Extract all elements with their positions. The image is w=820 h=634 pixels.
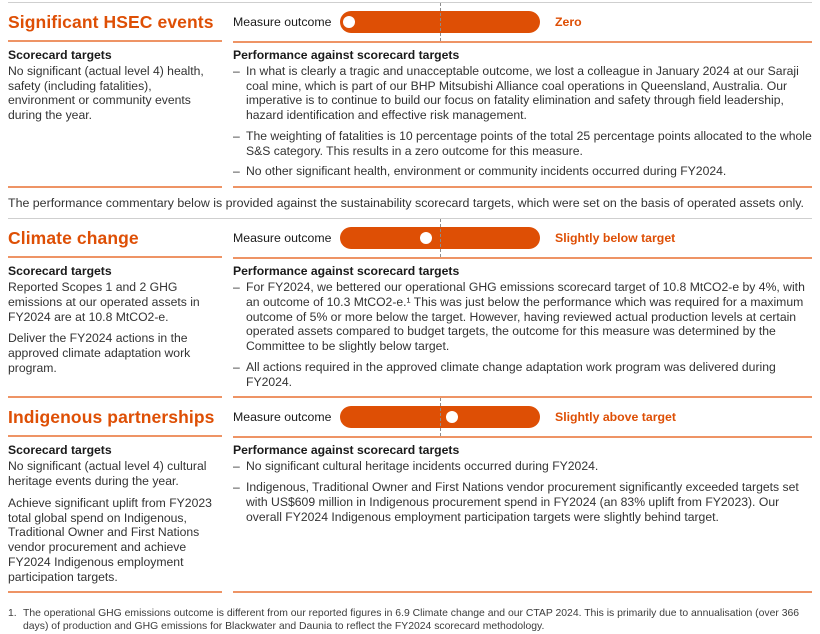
section-climate-change xyxy=(8,219,812,398)
bullet-text: The weighting of fatalities is 10 percentage points of the total 25 percentage points allocated to the whole S&S category. This results in a zero outcome for this measure. xyxy=(246,128,812,158)
scorecard-targets-header: Scorecard targets xyxy=(8,443,112,458)
bullet-text: No significant cultural heritage incidents occurred during FY2024. xyxy=(246,459,599,474)
dash-bullet: – xyxy=(233,459,240,474)
section-title: Indigenous partnerships xyxy=(8,406,215,427)
scorecard-targets-header: Scorecard targets xyxy=(8,264,112,279)
slider-target-marker xyxy=(440,219,441,257)
scorecard-targets-cell xyxy=(8,264,222,398)
scorecard-paragraph: Reported Scopes 1 and 2 GHG emissions at our operated assets in FY2024 are at 10.8 MtCO2-e. xyxy=(8,279,200,324)
dash-bullet: – xyxy=(233,128,240,143)
measure-cell xyxy=(233,405,812,438)
measure-outcome-slider xyxy=(340,11,540,33)
measure-outcome-slider xyxy=(340,406,540,428)
footnote-text: The operational GHG emissions outcome is different from our reported figures in 6.9 Climate change and our CTAP 2024. This is primarily due to annualisation (over 366 days) of production and GHG emissions for Blackwater and Daunia to reflect the FY2024 scorecard methodology. xyxy=(23,608,800,633)
section-title-cell xyxy=(8,228,222,258)
bullet-text: For FY2024, we bettered our operational GHG emissions scorecard target of 10.8 MtCO2-e by 4%, with an outcome of 10.3 MtCO2-e.¹ This was just below the performance which was required for a maximum outcome of 5% or more below the target. However, having reviewed actual production levels at certain operated assets compared to budget targets, the outcome for this measure was determined by the Committee to be slightly below target. xyxy=(246,279,805,354)
outcome-label: Zero xyxy=(555,15,582,29)
measure-outcome-slider xyxy=(340,227,540,249)
scorecard-paragraph: No significant (actual level 4) cultural heritage events during the year. xyxy=(8,459,207,488)
performance-bullet xyxy=(233,129,812,159)
commentary-note: The performance commentary below is provided against the sustainability scorecard targets, which were set on the basis of operated assets only. xyxy=(8,188,812,219)
slider-thumb xyxy=(420,232,432,244)
performance-bullet xyxy=(233,280,812,354)
footnote-number: 1. xyxy=(8,608,17,620)
performance-bullet xyxy=(233,164,812,179)
slider-thumb xyxy=(343,16,355,28)
outcome-label: Slightly below target xyxy=(555,231,676,246)
bullet-text: Indigenous, Traditional Owner and First Nations vendor procurement significantly exceeded targets set with US$609 million in Indigenous procurement spend in FY2024 (an 83% uplift from FY2023). Our overall FY2024 Indigenous employment participation targets were slightly behind target. xyxy=(246,479,799,524)
performance-header: Performance against scorecard targets xyxy=(233,264,460,279)
measure-outcome-label: Measure outcome xyxy=(233,231,332,246)
measure-outcome-label: Measure outcome xyxy=(233,15,332,29)
scorecard-paragraph: No significant (actual level 4) health, safety (including fatalities), environment or community events during the year. xyxy=(8,63,204,123)
footnote xyxy=(8,608,812,634)
measure-cell xyxy=(233,226,812,259)
dash-bullet: – xyxy=(233,279,240,294)
scorecard-targets-cell xyxy=(8,48,222,188)
dash-bullet: – xyxy=(233,359,240,374)
slider-target-marker xyxy=(440,398,441,436)
performance-bullet xyxy=(233,64,812,123)
dash-bullet: – xyxy=(233,479,240,494)
performance-header: Performance against scorecard targets xyxy=(233,48,460,62)
performance-cell xyxy=(233,48,812,188)
section-title-cell xyxy=(8,12,222,42)
measure-outcome-label: Measure outcome xyxy=(233,410,332,425)
performance-header: Performance against scorecard targets xyxy=(233,443,460,458)
report-page xyxy=(0,2,820,634)
performance-cell xyxy=(233,443,812,593)
scorecard-paragraph: Achieve significant uplift from FY2023 total global spend on Indigenous, Traditional Owner and First Nations vendor procurement and achieve FY2024 Indigenous employment participation targets. xyxy=(8,495,212,584)
performance-bullet xyxy=(233,459,812,474)
outcome-label: Slightly above target xyxy=(555,410,676,425)
dash-bullet: – xyxy=(233,63,240,78)
performance-cell xyxy=(233,264,812,398)
scorecard-targets-header: Scorecard targets xyxy=(8,48,112,62)
section-title-cell xyxy=(8,407,222,437)
bullet-text: No other significant health, environment or community incidents occurred during FY2024. xyxy=(246,164,727,179)
performance-bullet xyxy=(233,360,812,390)
scorecard-targets-cell xyxy=(8,443,222,593)
bullet-text: All actions required in the approved climate change adaptation work program was delivered during FY2024. xyxy=(246,359,776,389)
dash-bullet: – xyxy=(233,164,240,179)
section-title: Climate change xyxy=(8,227,139,248)
bullet-text: In what is clearly a tragic and unacceptable outcome, we lost a colleague in January 2024 at our Saraji coal mine, which is part of our BHP Mitsubishi Alliance coal operations in Queensland, Australia. Our imperative is to continue to build our focus on fatality elimination and safety through field leadership, hazard identification and effective risk management. xyxy=(246,63,799,123)
section-title: Significant HSEC events xyxy=(8,11,214,32)
performance-bullet xyxy=(233,480,812,524)
measure-cell xyxy=(233,10,812,43)
slider-thumb xyxy=(446,411,458,423)
slider-target-marker xyxy=(440,3,441,41)
section-indigenous-partnerships xyxy=(8,398,812,593)
scorecard-paragraph: Deliver the FY2024 actions in the approved climate adaptation work program. xyxy=(8,331,191,375)
section-significant-hsec-events xyxy=(8,3,812,188)
